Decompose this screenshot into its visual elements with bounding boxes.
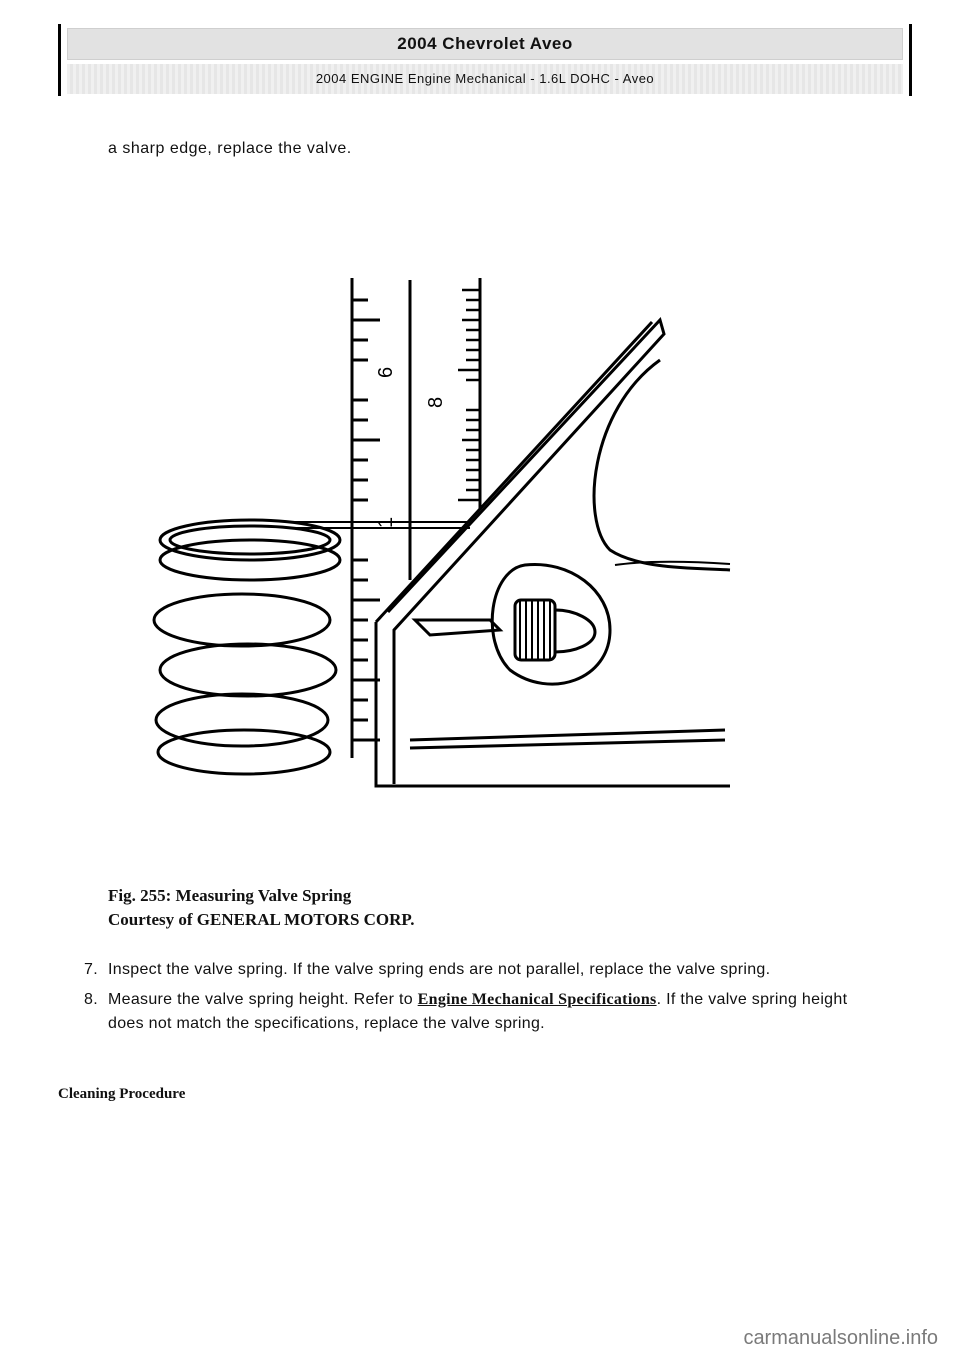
ruler-label-1: 1 <box>375 516 397 528</box>
step-item <box>70 958 870 982</box>
watermark: carmanualsonline.info <box>743 1327 938 1349</box>
valve-spring-figure <box>140 260 760 820</box>
step-number: 8. <box>84 991 98 1008</box>
section-heading: Cleaning Procedure <box>58 1086 186 1102</box>
procedure-steps <box>70 958 870 1042</box>
figure-caption <box>108 884 415 932</box>
step-text-pre: Measure the valve spring height. Refer to <box>108 991 418 1008</box>
step-text: Inspect the valve spring. If the valve spring ends are not parallel, replace the valve spring. <box>108 961 771 978</box>
header-title: 2004 Chevrolet Aveo <box>67 28 903 60</box>
continuation-text: a sharp edge, replace the valve. <box>108 140 352 157</box>
page-header <box>58 24 912 96</box>
caption-title: Fig. 255: Measuring Valve Spring <box>108 886 352 905</box>
step-number: 7. <box>84 961 98 978</box>
step-text-post: . If the valve spring height does not match the specifications, replace the valve spring. <box>108 991 848 1032</box>
header-subtitle: 2004 ENGINE Engine Mechanical - 1.6L DOHC - Aveo <box>67 64 903 94</box>
step-item <box>70 988 870 1036</box>
ruler-label-6: 6 <box>375 366 397 378</box>
ruler-label-8: 8 <box>425 396 447 408</box>
specifications-link[interactable]: Engine Mechanical Specifications <box>417 991 657 1008</box>
valve-spring-coils <box>154 520 340 774</box>
caption-credit: Courtesy of GENERAL MOTORS CORP. <box>108 910 415 929</box>
square-outline <box>388 320 664 784</box>
